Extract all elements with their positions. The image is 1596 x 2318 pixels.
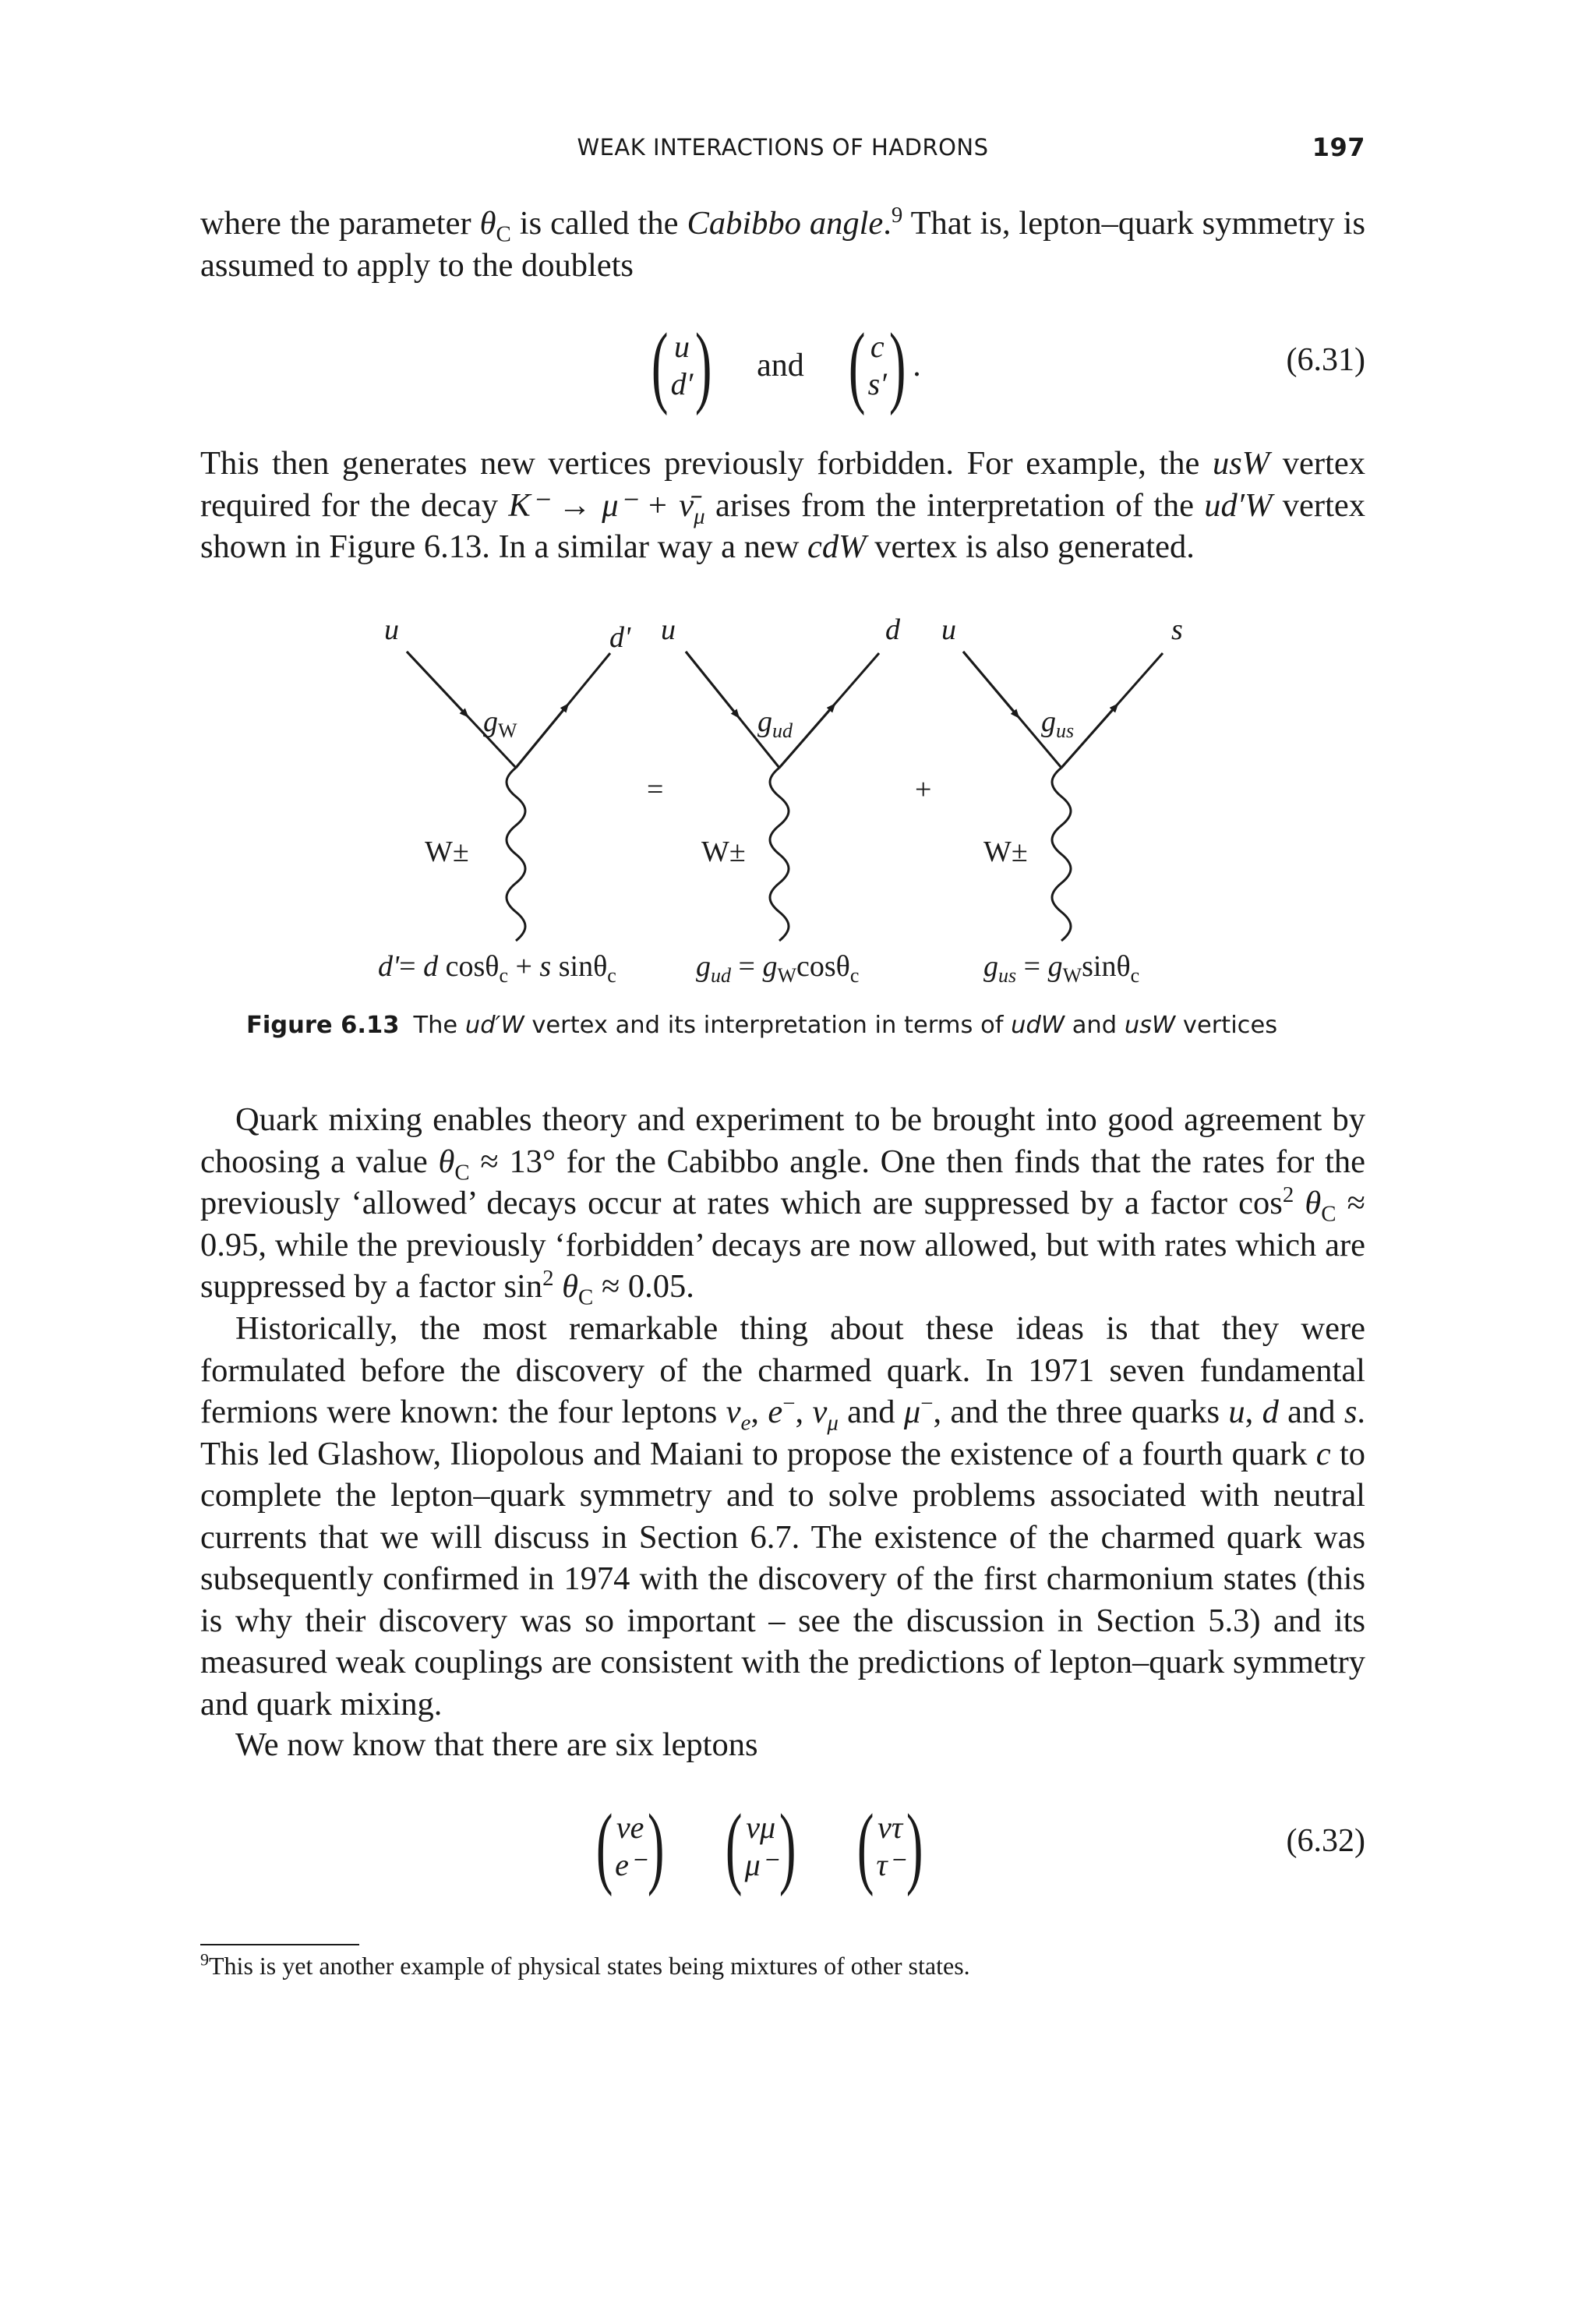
in-quark-label: u <box>941 613 956 646</box>
boson-label: W± <box>701 836 746 868</box>
page-number: 197 <box>1312 133 1365 162</box>
doublet-electron: ( νe e⁻ ) <box>595 1795 665 1897</box>
running-title: WEAK INTERACTIONS OF HADRONS <box>577 134 989 161</box>
boson-label: W± <box>983 836 1028 868</box>
coupling-label: $g_W$ <box>483 705 517 742</box>
incoming-quark-arrow <box>407 652 466 715</box>
equals-sign: = <box>647 773 664 806</box>
paragraph-new-vertices: This then generates new vertices previously forbidden. For example, the usW vertex required for the decay $K^- \to \mu^- + \nū_\mu$ arises from the interpretation of the ud′W vertex shown in Figure 6.13. In a similar way a new cdW vertex is also generated. <box>200 445 1365 565</box>
w-boson-wavy-line <box>507 768 525 941</box>
in-quark-label: u <box>384 613 399 646</box>
figure-label: Figure 6.13 <box>246 1012 400 1039</box>
footnote <box>200 1950 1365 1981</box>
doublet-muon: ( νμ μ⁻ ) <box>726 1795 796 1897</box>
plus-sign: + <box>915 773 932 806</box>
out-quark-label: d' <box>609 621 631 654</box>
paragraph-quark-mixing: Quark mixing enables theory and experiment to be brought into good agreement by choosing a value $\theta_C \approx 13^\circ$ for the Cabibbo angle. One then finds that the rates for the previously ‘allowed’ decays occur at rates which are suppressed by a factor $\cos^2 \theta_C \approx 0.95$, while the previously ‘forbidden’ decays are now allowed, but with rates which are suppressed by a factor $\sin^2 \theta_C \approx 0.05$. <box>200 1101 1366 1310</box>
formula-d-prime: d'= d cosθ$_c$ + s sinθ$_c$ <box>378 950 616 987</box>
vertex-diagram-udW-prime <box>384 613 631 941</box>
footnote-rule <box>200 1944 359 1945</box>
footnote-ref: 9 <box>891 202 903 228</box>
coupling-label: $g_{us}$ <box>1041 705 1075 742</box>
out-quark-label: s <box>1171 613 1183 646</box>
w-boson-wavy-line <box>770 768 789 941</box>
footnote-marker: 9 <box>200 1949 209 1970</box>
doublet-cs: ( c s′ ) <box>849 314 906 416</box>
equation-6-31: ( u d′ ) and ( c s′ ) . (6.31) <box>200 320 1365 413</box>
figure-caption: Figure 6.13 The ud′W vertex and its interpretation in terms of udW and usW vertices <box>246 1012 1278 1039</box>
formula-g-ud: $g_{ud} = g_W\cos\theta_c$ <box>696 950 860 987</box>
w-boson-wavy-line <box>1052 768 1071 941</box>
doublet-ud: ( u d′ ) <box>651 314 712 416</box>
vertex-diagram-usW <box>941 613 1183 941</box>
equation-6-32 <box>200 1795 1365 1897</box>
vertex-diagram-udW <box>661 613 901 941</box>
coupling-label: $g_{ud}$ <box>757 705 793 742</box>
footnote-text: This is yet another example of physical states being mixtures of other states. <box>209 1952 970 1980</box>
doublet-tau: ( ντ τ⁻ ) <box>856 1795 923 1897</box>
paragraph-historical: Historically, the most remarkable thing about these ideas is that they were formulated before the discovery of the charmed quark. In 1971 seven fundamental fermions were known: the four leptons $\nu_e$, e−, $\nu_\mu$ and μ−, and the three quarks u, d and s. This led Glashow, Iliopolous and Maiani to propose the existence of a fourth quark c to complete the lepton–quark symmetry and to solve problems associated with neutral currents that we will discuss in Section 6.7. The existence of the charmed quark was subsequently confirmed in 1974 with the discovery of the first charmonium states (this is why their discovery was so important – see the discussion in Section 5.3) and its measured weak couplings are consistent with the predictions of lepton–quark symmetry and quark mixing. <box>200 1310 1366 1723</box>
formula-g-us: $g_{us} = g_W\sin\theta_c$ <box>983 950 1140 987</box>
figure-6-13 <box>0 0 1596 1013</box>
outgoing-quark-arrow <box>516 706 567 768</box>
equation-number: (6.31) <box>1286 342 1365 378</box>
paragraph-cabibbo-intro: where the parameter $\theta_C$ is called the Cabibbo angle.$^9$ That is, lepton–quark symmetry is assumed to apply to the doublets <box>200 202 1365 284</box>
paragraph-six-leptons: We now know that there are six leptons <box>235 1726 758 1763</box>
out-quark-label: d <box>885 613 900 646</box>
equation-number: (6.32) <box>1286 1823 1365 1859</box>
boson-label: W± <box>425 836 469 868</box>
in-quark-label: u <box>661 613 676 646</box>
